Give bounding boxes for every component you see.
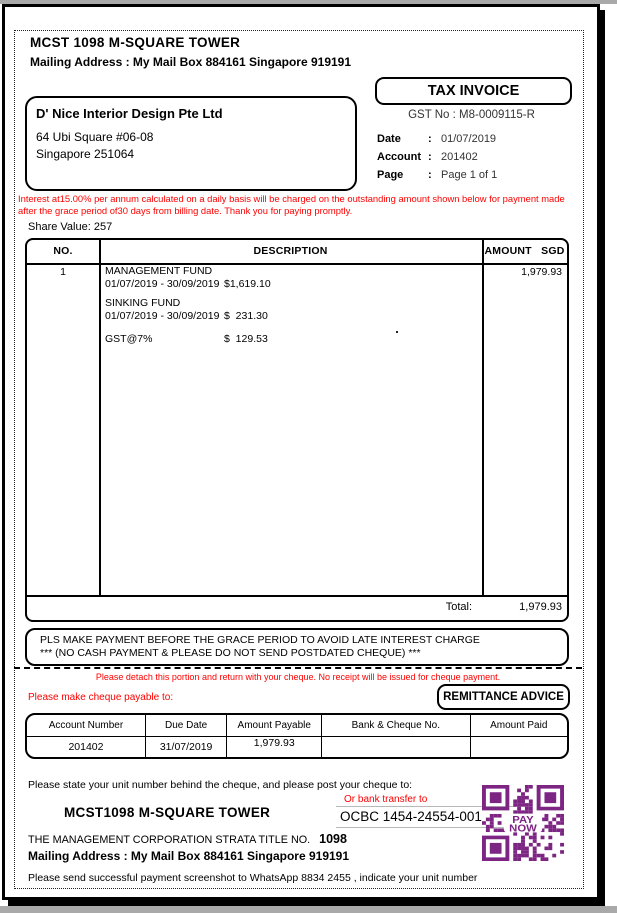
customer-address-line1: 64 Ubi Square #06-08 <box>36 130 154 144</box>
items-col-divider-2 <box>482 240 484 595</box>
items-total-divider <box>27 595 567 597</box>
customer-address-line2: Singapore 251064 <box>36 147 135 161</box>
item-desc-line <box>105 265 425 277</box>
remit-col-account: Account Number <box>48 719 124 731</box>
col-header-no: NO. <box>53 245 73 257</box>
col-header-amount: AMOUNT SGD <box>484 245 565 257</box>
detach-dashed-line <box>14 667 582 669</box>
remittance-table <box>25 713 569 759</box>
remit-val-paid <box>470 737 567 758</box>
col-header-description: DESCRIPTION <box>253 245 328 257</box>
detach-note: Please detach this portion and return with your cheque. No receipt will be issued for cheque payment. <box>95 672 501 682</box>
desc-text: SINKING FUND <box>105 297 181 309</box>
strata-title-line <box>28 832 347 846</box>
meta-value: 01/07/2019 <box>441 133 497 145</box>
total-label: Total: <box>445 601 472 613</box>
items-table <box>25 238 569 622</box>
meta-value: Page 1 of 1 <box>441 169 498 181</box>
meta-label: Account <box>377 151 421 163</box>
remittance-header-row <box>27 715 567 737</box>
meta-colon: : <box>428 169 432 181</box>
desc-text: 01/07/2019 - 30/09/2019 <box>105 310 220 322</box>
payment-note-line2: *** (NO CASH PAYMENT & PLEASE DO NOT SEND POSTDATED CHEQUE) *** <box>40 647 421 659</box>
bank-account-text: OCBC 1454-24554-001 <box>340 809 482 824</box>
svg-text:NOW: NOW <box>509 823 537 835</box>
remit-val-payable: 1,979.93 <box>226 737 321 758</box>
desc-value: $ 129.53 <box>224 333 268 345</box>
item-desc-line <box>105 333 425 345</box>
interest-note-line1: Interest at15.00% per annum calculated on a daily basis will be charged on the outstanding amount shown below for payment made <box>18 193 565 204</box>
item-desc-line <box>105 297 425 309</box>
desc-text: MANAGEMENT FUND <box>105 265 213 277</box>
remit-val-account: 201402 <box>68 740 104 753</box>
stray-dot <box>396 331 398 333</box>
remit-col-duedate: Due Date <box>145 715 226 736</box>
meta-colon: : <box>428 133 432 145</box>
desc-value: $1,619.10 <box>224 278 271 290</box>
page-shadow-right <box>600 10 605 899</box>
desc-text: 01/07/2019 - 30/09/2019 <box>105 278 220 290</box>
meta-row-page <box>377 169 498 181</box>
paynow-qr-code <box>482 785 564 861</box>
cheque-payable-label: Please make cheque payable to: <box>28 692 174 703</box>
bank-transfer-label: Or bank transfer to <box>344 794 428 805</box>
item-amount: 1,979.93 <box>521 266 562 278</box>
remit-col-cheque: Bank & Cheque No. <box>321 715 469 736</box>
remit-col-payable: Amount Payable <box>226 715 321 736</box>
footer-mailing-address: Mailing Address : My Mail Box 884161 Singapore 919191 <box>28 849 350 863</box>
interest-note-line2: after the grace period of30 days from billing date. Thank you for paying promptly. <box>18 204 353 216</box>
svg-text:PAY: PAY <box>512 814 534 826</box>
items-col-divider-1 <box>99 240 101 595</box>
unit-number-note: Please state your unit number behind the cheque, and please post your cheque to: <box>28 779 413 791</box>
strata-number: 1098 <box>319 832 347 846</box>
remittance-advice-label: REMITTANCE ADVICE <box>443 691 564 703</box>
desc-text: GST@7% <box>105 333 153 345</box>
remittance-value-row <box>27 737 567 758</box>
strata-title-text: THE MANAGEMENT CORPORATION STRATA TITLE NO. <box>28 834 311 846</box>
share-value: Share Value: 257 <box>28 221 113 233</box>
whatsapp-note: Please send successful payment screenshot to WhatsApp 8834 2455 , indicate your unit number <box>28 872 478 884</box>
payee-name: MCST1098 M-SQUARE TOWER <box>64 805 271 820</box>
gst-number: GST No : M8-0009115-R <box>408 109 535 121</box>
remit-val-duedate: 31/07/2019 <box>145 737 226 758</box>
payment-notes-box <box>25 628 569 666</box>
org-mailing-address: Mailing Address : My Mail Box 884161 Singapore 919191 <box>30 55 352 69</box>
total-value: 1,979.93 <box>519 601 562 613</box>
meta-row-account <box>377 151 478 163</box>
item-desc-line <box>105 278 425 290</box>
meta-label: Page <box>377 169 404 181</box>
payment-note-line1: PLS MAKE PAYMENT BEFORE THE GRACE PERIOD TO AVOID LATE INTEREST CHARGE <box>40 634 480 646</box>
remit-col-paid: Amount Paid <box>470 715 567 736</box>
meta-value: 201402 <box>441 151 478 163</box>
viewer-bottom-strip <box>0 906 617 913</box>
page-shadow-bottom <box>8 898 605 906</box>
item-desc-line <box>105 310 425 322</box>
customer-name: D' Nice Interior Design Pte Ltd <box>36 106 223 121</box>
meta-label: Date <box>377 133 401 145</box>
doc-type-label: TAX INVOICE <box>427 83 520 99</box>
remit-val-cheque <box>321 737 469 758</box>
meta-colon: : <box>428 151 432 163</box>
meta-row-date <box>377 133 497 145</box>
interest-note <box>18 193 565 216</box>
remittance-advice-badge <box>437 684 570 710</box>
item-no: 1 <box>60 266 66 278</box>
desc-value: $ 231.30 <box>224 310 268 322</box>
doc-type-badge <box>375 77 572 105</box>
org-name: MCST 1098 M-SQUARE TOWER <box>30 35 241 50</box>
